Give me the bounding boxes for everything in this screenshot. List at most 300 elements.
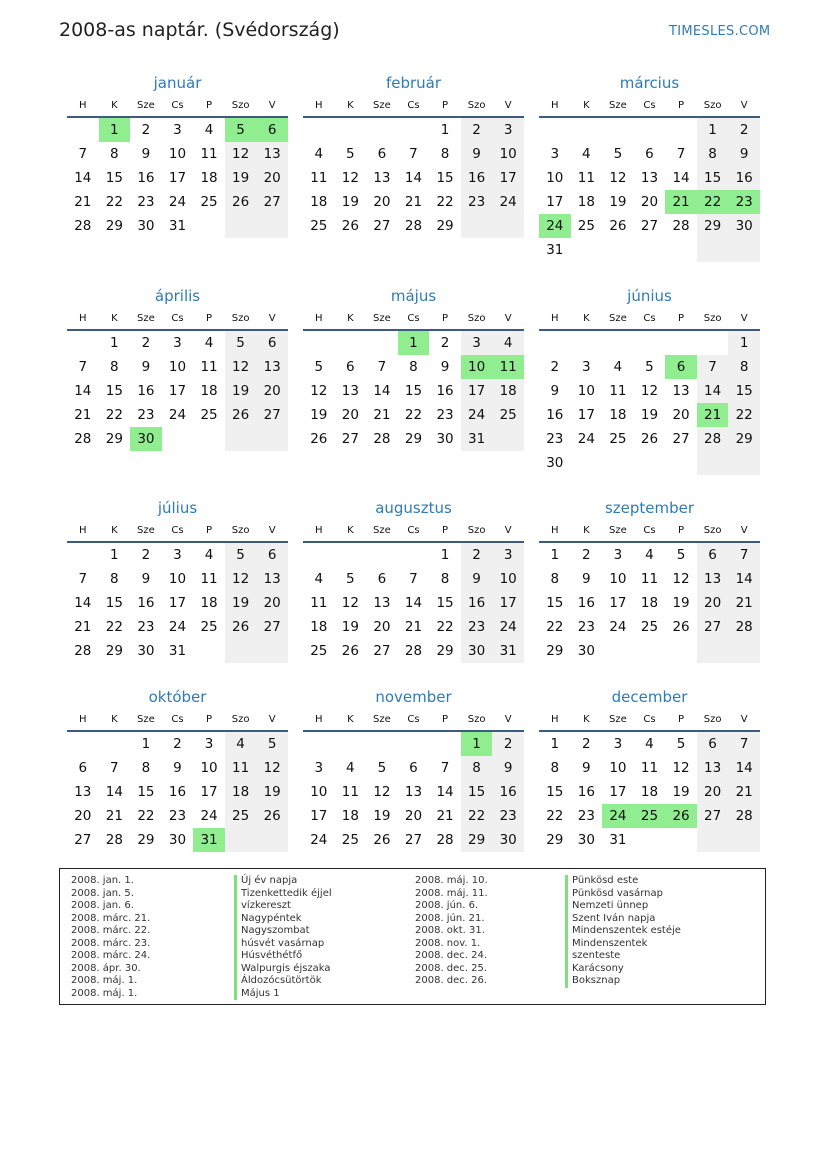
day-cell[interactable]: 21 <box>404 619 423 635</box>
day-cell[interactable]: 16 <box>492 780 524 804</box>
day-cell[interactable]: 25 <box>310 218 328 234</box>
day-cell[interactable]: 4 <box>314 571 324 587</box>
day-cell[interactable]: 24 <box>200 808 218 824</box>
day-cell[interactable]: 11 <box>609 383 627 399</box>
day-cell[interactable]: 18 <box>640 784 659 800</box>
day-cell[interactable]: 24 <box>168 194 187 210</box>
day-cell[interactable]: 26 <box>672 619 690 635</box>
day-cell[interactable]: 22 <box>105 407 123 423</box>
day-cell[interactable]: 6 <box>645 146 654 162</box>
day-cell[interactable]: 9 <box>550 383 560 399</box>
day-cell[interactable]: 6 <box>377 571 387 587</box>
day-cell[interactable]: 8 <box>440 571 450 587</box>
day-cell[interactable]: 16 <box>461 591 493 615</box>
day-cell[interactable]: 17 <box>310 808 328 824</box>
day-cell[interactable]: 26 <box>373 832 391 848</box>
day-cell[interactable]: 21 <box>728 780 760 804</box>
day-cell[interactable]: 20 <box>74 808 92 824</box>
day-cell[interactable]: 16 <box>137 170 155 186</box>
day-cell[interactable]: 10 <box>546 170 564 186</box>
day-cell[interactable]: 2 <box>440 335 450 351</box>
day-cell[interactable]: 5 <box>676 736 686 752</box>
day-cell[interactable]: 8 <box>440 146 450 162</box>
day-cell[interactable]: 3 <box>492 118 524 142</box>
day-cell[interactable]: 2 <box>550 359 560 375</box>
day-cell[interactable]: 24 <box>577 431 595 447</box>
day-cell[interactable]: 4 <box>346 760 355 776</box>
day-cell[interactable]: 13 <box>404 784 423 800</box>
day-cell[interactable]: 5 <box>314 359 324 375</box>
day-cell[interactable]: 5 <box>225 543 257 567</box>
day-cell[interactable]: 5 <box>676 547 686 563</box>
day-cell[interactable]: 30 <box>577 643 595 659</box>
day-cell[interactable]: 18 <box>200 383 218 399</box>
day-cell[interactable]: 25 <box>577 218 595 234</box>
day-cell[interactable]: 16 <box>137 595 155 611</box>
day-cell[interactable]: 26 <box>341 643 359 659</box>
day-cell[interactable]: 11 <box>200 146 218 162</box>
day-cell[interactable]: 18 <box>341 808 359 824</box>
day-cell[interactable]: 18 <box>640 595 659 611</box>
day-cell[interactable]: 13 <box>256 567 288 591</box>
day-cell[interactable]: 19 <box>341 619 359 635</box>
day-cell[interactable]: 5 <box>613 146 623 162</box>
day-cell[interactable]: 23 <box>461 615 493 639</box>
day-cell[interactable]: 31 <box>168 218 187 234</box>
day-cell[interactable]: 5 <box>225 118 257 142</box>
day-cell[interactable]: 18 <box>200 595 218 611</box>
day-cell[interactable]: 21 <box>697 403 729 427</box>
day-cell[interactable]: 29 <box>436 218 454 234</box>
day-cell[interactable]: 28 <box>728 615 760 639</box>
day-cell[interactable]: 9 <box>461 567 493 591</box>
day-cell[interactable]: 13 <box>256 355 288 379</box>
day-cell[interactable]: 28 <box>105 832 123 848</box>
day-cell[interactable]: 5 <box>346 146 355 162</box>
day-cell[interactable]: 4 <box>314 146 324 162</box>
day-cell[interactable]: 7 <box>377 359 387 375</box>
day-cell[interactable]: 29 <box>436 643 454 659</box>
day-cell[interactable]: 21 <box>404 194 423 210</box>
day-cell[interactable]: 20 <box>697 591 729 615</box>
day-cell[interactable]: 17 <box>168 595 187 611</box>
day-cell[interactable]: 23 <box>577 619 595 635</box>
day-cell[interactable]: 23 <box>168 808 187 824</box>
day-cell[interactable]: 9 <box>582 571 591 587</box>
day-cell[interactable]: 5 <box>645 359 654 375</box>
day-cell[interactable]: 9 <box>461 142 493 166</box>
day-cell[interactable]: 27 <box>373 643 391 659</box>
day-cell[interactable]: 11 <box>200 571 218 587</box>
day-cell[interactable]: 10 <box>492 567 524 591</box>
day-cell[interactable]: 25 <box>225 804 257 828</box>
day-cell[interactable]: 7 <box>440 760 450 776</box>
day-cell[interactable]: 24 <box>310 832 328 848</box>
day-cell[interactable]: 25 <box>492 403 524 427</box>
day-cell[interactable]: 31 <box>168 643 187 659</box>
day-cell[interactable]: 9 <box>582 760 591 776</box>
day-cell[interactable]: 2 <box>461 543 493 567</box>
day-cell[interactable]: 26 <box>225 615 257 639</box>
day-cell[interactable]: 3 <box>492 543 524 567</box>
day-cell[interactable]: 29 <box>461 828 493 852</box>
day-cell[interactable]: 30 <box>137 218 155 234</box>
day-cell[interactable]: 3 <box>613 736 623 752</box>
day-cell[interactable]: 6 <box>346 359 355 375</box>
day-cell[interactable]: 1 <box>110 335 119 351</box>
day-cell[interactable]: 12 <box>373 784 391 800</box>
day-cell[interactable]: 31 <box>461 427 493 451</box>
day-cell[interactable]: 17 <box>492 591 524 615</box>
day-cell[interactable]: 29 <box>404 431 423 447</box>
day-cell[interactable]: 12 <box>672 571 690 587</box>
day-cell[interactable]: 23 <box>436 407 454 423</box>
day-cell[interactable]: 12 <box>640 383 659 399</box>
day-cell[interactable]: 7 <box>728 732 760 756</box>
day-cell[interactable]: 6 <box>256 331 288 355</box>
day-cell[interactable]: 27 <box>697 615 729 639</box>
day-cell[interactable]: 17 <box>200 784 218 800</box>
day-cell[interactable]: 7 <box>110 760 119 776</box>
day-cell[interactable]: 14 <box>404 170 423 186</box>
day-cell[interactable]: 15 <box>436 595 454 611</box>
day-cell[interactable]: 9 <box>141 359 151 375</box>
day-cell[interactable]: 1 <box>440 547 450 563</box>
day-cell[interactable]: 20 <box>373 619 391 635</box>
day-cell[interactable]: 30 <box>461 639 493 663</box>
day-cell[interactable]: 11 <box>341 784 359 800</box>
day-cell[interactable]: 5 <box>377 760 387 776</box>
day-cell[interactable]: 18 <box>492 379 524 403</box>
day-cell[interactable]: 10 <box>310 784 328 800</box>
day-cell[interactable]: 1 <box>728 331 760 355</box>
day-cell[interactable]: 30 <box>436 431 454 447</box>
day-cell[interactable]: 30 <box>577 832 595 848</box>
day-cell[interactable]: 28 <box>373 431 391 447</box>
day-cell[interactable]: 26 <box>256 804 288 828</box>
day-cell[interactable]: 20 <box>640 194 659 210</box>
day-cell[interactable]: 30 <box>728 214 760 238</box>
day-cell[interactable]: 25 <box>634 804 666 828</box>
day-cell[interactable]: 30 <box>137 643 155 659</box>
day-cell[interactable]: 1 <box>110 547 119 563</box>
day-cell[interactable]: 22 <box>105 194 123 210</box>
day-cell[interactable]: 6 <box>377 146 387 162</box>
day-cell[interactable]: 23 <box>137 619 155 635</box>
day-cell[interactable]: 25 <box>640 619 659 635</box>
day-cell[interactable]: 3 <box>314 760 324 776</box>
day-cell[interactable]: 19 <box>256 780 288 804</box>
day-cell[interactable]: 30 <box>168 832 187 848</box>
day-cell[interactable]: 26 <box>665 804 697 828</box>
day-cell[interactable]: 1 <box>697 118 729 142</box>
day-cell[interactable]: 14 <box>728 756 760 780</box>
day-cell[interactable]: 10 <box>168 146 187 162</box>
day-cell[interactable]: 24 <box>168 407 187 423</box>
day-cell[interactable]: 19 <box>672 595 690 611</box>
day-cell[interactable]: 24 <box>461 403 493 427</box>
day-cell[interactable]: 14 <box>74 595 92 611</box>
day-cell[interactable]: 23 <box>546 431 564 447</box>
day-cell[interactable]: 17 <box>461 379 493 403</box>
day-cell[interactable]: 29 <box>105 218 123 234</box>
day-cell[interactable]: 31 <box>492 639 524 663</box>
day-cell[interactable]: 25 <box>200 194 218 210</box>
day-cell[interactable]: 14 <box>105 784 123 800</box>
day-cell[interactable]: 8 <box>697 142 729 166</box>
day-cell[interactable]: 18 <box>577 194 595 210</box>
day-cell[interactable]: 22 <box>461 804 493 828</box>
day-cell[interactable]: 24 <box>168 619 187 635</box>
day-cell[interactable]: 27 <box>341 431 359 447</box>
day-cell[interactable]: 3 <box>173 547 182 563</box>
day-cell[interactable]: 2 <box>141 122 151 138</box>
day-cell[interactable]: 22 <box>404 407 423 423</box>
day-cell[interactable]: 6 <box>697 543 729 567</box>
day-cell[interactable]: 8 <box>728 355 760 379</box>
day-cell[interactable]: 2 <box>461 118 493 142</box>
day-cell[interactable]: 2 <box>141 547 151 563</box>
day-cell[interactable]: 15 <box>105 595 123 611</box>
day-cell[interactable]: 28 <box>404 218 423 234</box>
day-cell[interactable]: 7 <box>78 146 88 162</box>
day-cell[interactable]: 3 <box>173 335 182 351</box>
day-cell[interactable]: 7 <box>78 359 88 375</box>
day-cell[interactable]: 24 <box>539 214 571 238</box>
day-cell[interactable]: 14 <box>436 784 454 800</box>
day-cell[interactable]: 16 <box>461 166 493 190</box>
day-cell[interactable]: 10 <box>168 571 187 587</box>
day-cell[interactable]: 26 <box>640 431 659 447</box>
day-cell[interactable]: 20 <box>256 591 288 615</box>
day-cell[interactable]: 20 <box>373 194 391 210</box>
day-cell[interactable]: 3 <box>461 331 493 355</box>
day-cell[interactable]: 4 <box>645 547 654 563</box>
day-cell[interactable]: 12 <box>341 595 359 611</box>
day-cell[interactable]: 19 <box>225 166 257 190</box>
day-cell[interactable]: 2 <box>492 732 524 756</box>
day-cell[interactable]: 22 <box>697 190 729 214</box>
day-cell[interactable]: 11 <box>225 756 257 780</box>
day-cell[interactable]: 14 <box>697 379 729 403</box>
day-cell[interactable]: 21 <box>74 619 92 635</box>
day-cell[interactable]: 14 <box>404 595 423 611</box>
day-cell[interactable]: 11 <box>310 595 328 611</box>
day-cell[interactable]: 29 <box>105 643 123 659</box>
day-cell[interactable]: 10 <box>200 760 218 776</box>
day-cell[interactable]: 4 <box>204 335 214 351</box>
day-cell[interactable]: 17 <box>609 595 627 611</box>
day-cell[interactable]: 15 <box>546 595 564 611</box>
day-cell[interactable]: 8 <box>141 760 151 776</box>
day-cell[interactable]: 24 <box>609 619 627 635</box>
day-cell[interactable]: 12 <box>225 567 257 591</box>
day-cell[interactable]: 20 <box>256 166 288 190</box>
day-cell[interactable]: 26 <box>225 403 257 427</box>
day-cell[interactable]: 28 <box>74 643 92 659</box>
day-cell[interactable]: 30 <box>130 427 162 451</box>
day-cell[interactable]: 23 <box>461 190 493 214</box>
day-cell[interactable]: 14 <box>672 170 690 186</box>
day-cell[interactable]: 27 <box>640 218 659 234</box>
day-cell[interactable]: 12 <box>225 142 257 166</box>
day-cell[interactable]: 26 <box>225 190 257 214</box>
day-cell[interactable]: 24 <box>492 615 524 639</box>
day-cell[interactable]: 28 <box>74 218 92 234</box>
day-cell[interactable]: 3 <box>582 359 591 375</box>
day-cell[interactable]: 15 <box>728 379 760 403</box>
day-cell[interactable]: 14 <box>373 383 391 399</box>
day-cell[interactable]: 18 <box>310 619 328 635</box>
day-cell[interactable]: 1 <box>99 118 131 142</box>
day-cell[interactable]: 21 <box>436 808 454 824</box>
day-cell[interactable]: 13 <box>697 756 729 780</box>
day-cell[interactable]: 22 <box>436 619 454 635</box>
day-cell[interactable]: 15 <box>137 784 155 800</box>
day-cell[interactable]: 13 <box>74 784 92 800</box>
day-cell[interactable]: 7 <box>676 146 686 162</box>
day-cell[interactable]: 1 <box>440 122 450 138</box>
day-cell[interactable]: 19 <box>225 379 257 403</box>
day-cell[interactable]: 9 <box>141 146 151 162</box>
day-cell[interactable]: 25 <box>200 407 218 423</box>
day-cell[interactable]: 20 <box>404 808 423 824</box>
day-cell[interactable]: 17 <box>546 194 564 210</box>
day-cell[interactable]: 9 <box>492 756 524 780</box>
day-cell[interactable]: 24 <box>492 190 524 214</box>
day-cell[interactable]: 7 <box>409 571 418 587</box>
day-cell[interactable]: 28 <box>672 218 690 234</box>
day-cell[interactable]: 11 <box>640 760 659 776</box>
day-cell[interactable]: 18 <box>310 194 328 210</box>
day-cell[interactable]: 1 <box>461 732 493 756</box>
day-cell[interactable]: 28 <box>436 832 454 848</box>
day-cell[interactable]: 17 <box>492 166 524 190</box>
day-cell[interactable]: 4 <box>225 732 257 756</box>
day-cell[interactable]: 22 <box>546 808 564 824</box>
day-cell[interactable]: 3 <box>204 736 214 752</box>
day-cell[interactable]: 28 <box>404 643 423 659</box>
day-cell[interactable]: 23 <box>137 194 155 210</box>
day-cell[interactable]: 16 <box>168 784 187 800</box>
day-cell[interactable]: 12 <box>225 355 257 379</box>
day-cell[interactable]: 28 <box>728 804 760 828</box>
day-cell[interactable]: 31 <box>609 832 627 848</box>
day-cell[interactable]: 29 <box>546 643 564 659</box>
day-cell[interactable]: 6 <box>78 760 88 776</box>
day-cell[interactable]: 15 <box>436 170 454 186</box>
day-cell[interactable]: 21 <box>665 190 697 214</box>
day-cell[interactable]: 27 <box>373 218 391 234</box>
day-cell[interactable]: 2 <box>141 335 151 351</box>
day-cell[interactable]: 13 <box>373 170 391 186</box>
day-cell[interactable]: 5 <box>346 571 355 587</box>
day-cell[interactable]: 8 <box>550 571 560 587</box>
day-cell[interactable]: 21 <box>373 407 391 423</box>
day-cell[interactable]: 13 <box>697 567 729 591</box>
day-cell[interactable]: 12 <box>609 170 627 186</box>
day-cell[interactable]: 16 <box>137 383 155 399</box>
day-cell[interactable]: 13 <box>640 170 659 186</box>
day-cell[interactable]: 23 <box>492 804 524 828</box>
day-cell[interactable]: 17 <box>577 407 595 423</box>
day-cell[interactable]: 1 <box>398 331 430 355</box>
day-cell[interactable]: 4 <box>204 547 214 563</box>
day-cell[interactable]: 25 <box>341 832 359 848</box>
day-cell[interactable]: 1 <box>550 547 560 563</box>
day-cell[interactable]: 27 <box>74 832 92 848</box>
day-cell[interactable]: 25 <box>310 643 328 659</box>
day-cell[interactable]: 7 <box>409 146 418 162</box>
day-cell[interactable]: 17 <box>168 383 187 399</box>
day-cell[interactable]: 14 <box>74 170 92 186</box>
day-cell[interactable]: 15 <box>461 780 493 804</box>
day-cell[interactable]: 27 <box>256 403 288 427</box>
day-cell[interactable]: 22 <box>436 194 454 210</box>
day-cell[interactable]: 4 <box>582 146 591 162</box>
day-cell[interactable]: 19 <box>640 407 659 423</box>
day-cell[interactable]: 29 <box>697 214 729 238</box>
day-cell[interactable]: 26 <box>310 431 328 447</box>
day-cell[interactable]: 29 <box>105 431 123 447</box>
day-cell[interactable]: 19 <box>310 407 328 423</box>
day-cell[interactable]: 12 <box>341 170 359 186</box>
day-cell[interactable]: 29 <box>137 832 155 848</box>
day-cell[interactable]: 16 <box>546 407 564 423</box>
day-cell[interactable]: 15 <box>697 166 729 190</box>
day-cell[interactable]: 6 <box>256 118 288 142</box>
day-cell[interactable]: 15 <box>105 383 123 399</box>
day-cell[interactable]: 13 <box>341 383 359 399</box>
day-cell[interactable]: 22 <box>546 619 564 635</box>
day-cell[interactable]: 18 <box>225 780 257 804</box>
day-cell[interactable]: 15 <box>546 784 564 800</box>
day-cell[interactable]: 13 <box>256 142 288 166</box>
day-cell[interactable]: 26 <box>609 218 627 234</box>
day-cell[interactable]: 7 <box>78 571 88 587</box>
day-cell[interactable]: 10 <box>168 359 187 375</box>
day-cell[interactable]: 8 <box>461 756 493 780</box>
day-cell[interactable]: 27 <box>672 431 690 447</box>
day-cell[interactable]: 19 <box>609 194 627 210</box>
day-cell[interactable]: 12 <box>672 760 690 776</box>
day-cell[interactable]: 20 <box>341 407 359 423</box>
day-cell[interactable]: 20 <box>697 780 729 804</box>
day-cell[interactable]: 31 <box>193 828 225 852</box>
day-cell[interactable]: 6 <box>665 355 697 379</box>
day-cell[interactable]: 9 <box>173 760 182 776</box>
day-cell[interactable]: 21 <box>74 194 92 210</box>
day-cell[interactable]: 21 <box>74 407 92 423</box>
day-cell[interactable]: 19 <box>225 591 257 615</box>
day-cell[interactable]: 11 <box>200 359 218 375</box>
day-cell[interactable]: 8 <box>110 146 119 162</box>
day-cell[interactable]: 15 <box>105 170 123 186</box>
day-cell[interactable]: 2 <box>728 118 760 142</box>
day-cell[interactable]: 9 <box>141 571 151 587</box>
day-cell[interactable]: 2 <box>173 736 182 752</box>
day-cell[interactable]: 3 <box>613 547 623 563</box>
day-cell[interactable]: 19 <box>672 784 690 800</box>
day-cell[interactable]: 6 <box>697 732 729 756</box>
day-cell[interactable]: 9 <box>728 142 760 166</box>
day-cell[interactable]: 16 <box>436 383 454 399</box>
day-cell[interactable]: 27 <box>404 832 423 848</box>
day-cell[interactable]: 4 <box>645 736 654 752</box>
day-cell[interactable]: 8 <box>550 760 560 776</box>
day-cell[interactable]: 27 <box>697 804 729 828</box>
day-cell[interactable]: 13 <box>672 383 690 399</box>
